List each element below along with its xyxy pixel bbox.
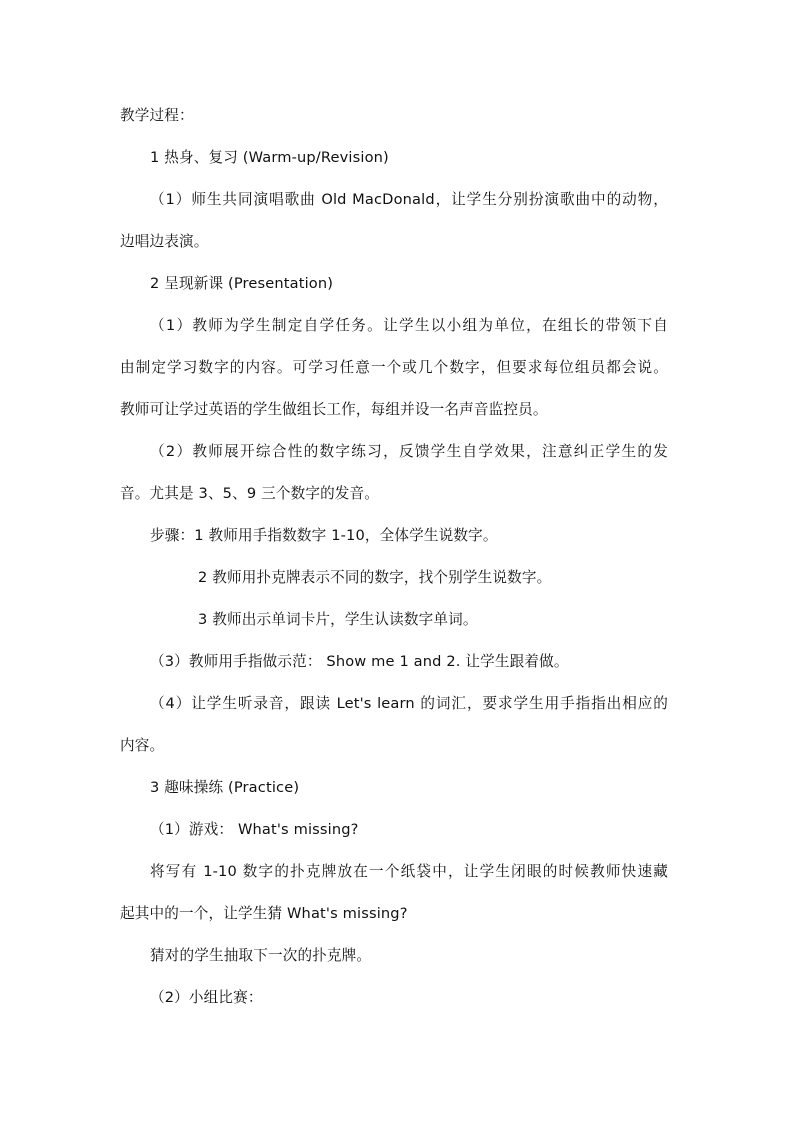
paragraph-line: 将写有 1-10 数字的扑克牌放在一个纸袋中，让学生闭眼的时候教师快速藏 xyxy=(150,863,668,880)
paragraph-line: （1）游戏： What's missing? xyxy=(150,821,359,838)
heading-practice: 3 趣味操练 (Practice) xyxy=(150,779,300,796)
paragraph-line: （1）师生共同演唱歌曲 Old MacDonald，让学生分别扮演歌曲中的动物， xyxy=(150,191,668,208)
paragraph-line: 由制定学习数字的内容。可学习任意一个或几个数字，但要求每位组员都会说。 xyxy=(120,359,668,376)
paragraph-line: 起其中的一个，让学生猜 What's missing? xyxy=(120,905,408,922)
paragraph-line: （4）让学生听录音，跟读 Let's learn 的词汇，要求学生用手指指出相应的 xyxy=(150,695,668,712)
steps-line: 3 教师出示单词卡片，学生认读数字单词。 xyxy=(198,611,478,628)
paragraph-line: （1）教师为学生制定自学任务。让学生以小组为单位，在组长的带领下自 xyxy=(150,317,668,334)
paragraph-line: （2）教师展开综合性的数字练习，反馈学生自学效果，注意纠正学生的发 xyxy=(150,443,668,460)
paragraph-line: 音。尤其是 3、5、9 三个数字的发音。 xyxy=(120,485,380,502)
paragraph-line: 教师可让学过英语的学生做组长工作，每组并设一名声音监控员。 xyxy=(120,401,548,418)
section-heading-teaching-process: 教学过程： xyxy=(120,107,194,124)
steps-line: 2 教师用扑克牌表示不同的数字，找个别学生说数字。 xyxy=(198,569,552,586)
heading-presentation: 2 呈现新课 (Presentation) xyxy=(150,275,334,292)
steps-line: 步骤：1 教师用手指数数字 1-10，全体学生说数字。 xyxy=(150,527,498,544)
paragraph-line: 猜对的学生抽取下一次的扑克牌。 xyxy=(150,947,372,964)
paragraph-line: （3）教师用手指做示范： Show me 1 and 2. 让学生跟着做。 xyxy=(150,653,569,670)
heading-warmup-revision: 1 热身、复习 (Warm-up/Revision) xyxy=(150,149,389,166)
paragraph-line: 内容。 xyxy=(120,737,165,754)
paragraph-line: （2）小组比赛： xyxy=(150,989,263,1006)
paragraph-line: 边唱边表演。 xyxy=(120,233,209,250)
